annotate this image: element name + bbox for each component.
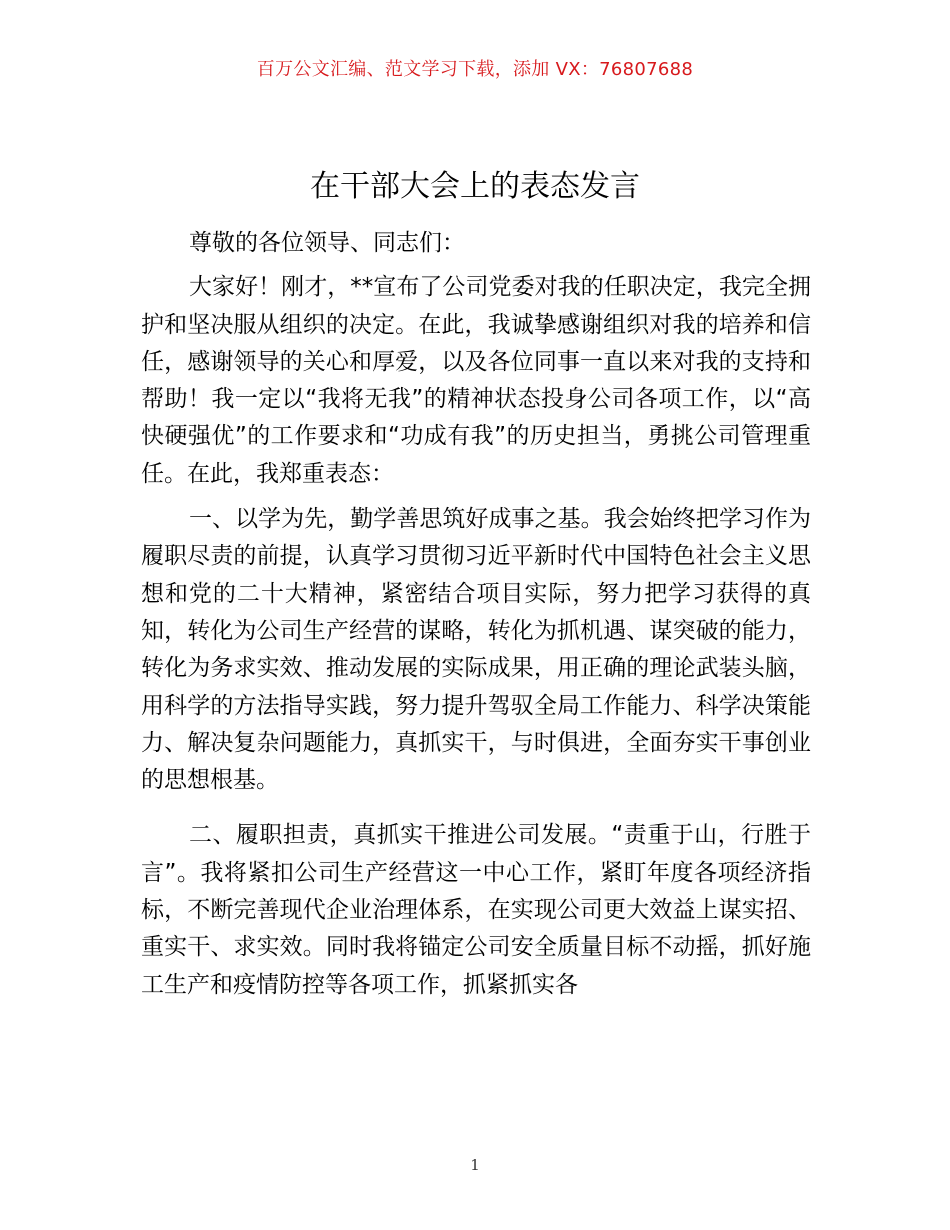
paragraph-study: 一、以学为先，勤学善思筑好成事之基。我会始终把学习作为履职尽责的前提，认真学习贯彻习近平新时代中国特色社会主义思想和党的二十大精神，紧密结合项目实际，努力把学习获得的真知，转化为公司生产经营的谋略，转化为抓机遇、谋突破的能力，转化为务求实效、推动发展的实际成果，用正确的理论武装头脑，用科学的方法指导实践，努力提升驾驭全局工作能力、科学决策能力、解决复杂问题能力，真抓实干，与时俱进，全面夯实干事创业的思想根基。 [141, 506, 811, 794]
watermark-header: 百万公文汇编、范文学习下载，添加 VX：76807688 [256, 59, 694, 80]
page-number: 1 [470, 1156, 480, 1174]
document-body [141, 225, 811, 1004]
paragraph-duty: 二、履职担责，真抓实干推进公司发展。“责重于山，行胜于言”。我将紧扣公司生产经营这一中心工作，紧盯年度各项经济指标，不断完善现代企业治理体系，在实现公司更大效益上谋实招、重实干、求实效。同时我将锚定公司安全质量目标不动摇，抓好施工生产和疫情防控等各项工作，抓紧抓实各 [141, 822, 811, 998]
document-title: 在干部大会上的表态发言 [310, 169, 640, 204]
paragraph-intro: 大家好！刚才，**宣布了公司党委对我的任职决定，我完全拥护和坚决服从组织的决定。在此，我诚挚感谢组织对我的培养和信任，感谢领导的关心和厚爱，以及各位同事一直以来对我的支持和帮助！我一定以“我将无我”的精神状态投身公司各项工作，以“高快硬强优”的工作要求和“功成有我”的历史担当，勇挑公司管理重任。在此，我郑重表态： [141, 274, 811, 487]
salutation: 尊敬的各位领导、同志们： [189, 230, 465, 256]
